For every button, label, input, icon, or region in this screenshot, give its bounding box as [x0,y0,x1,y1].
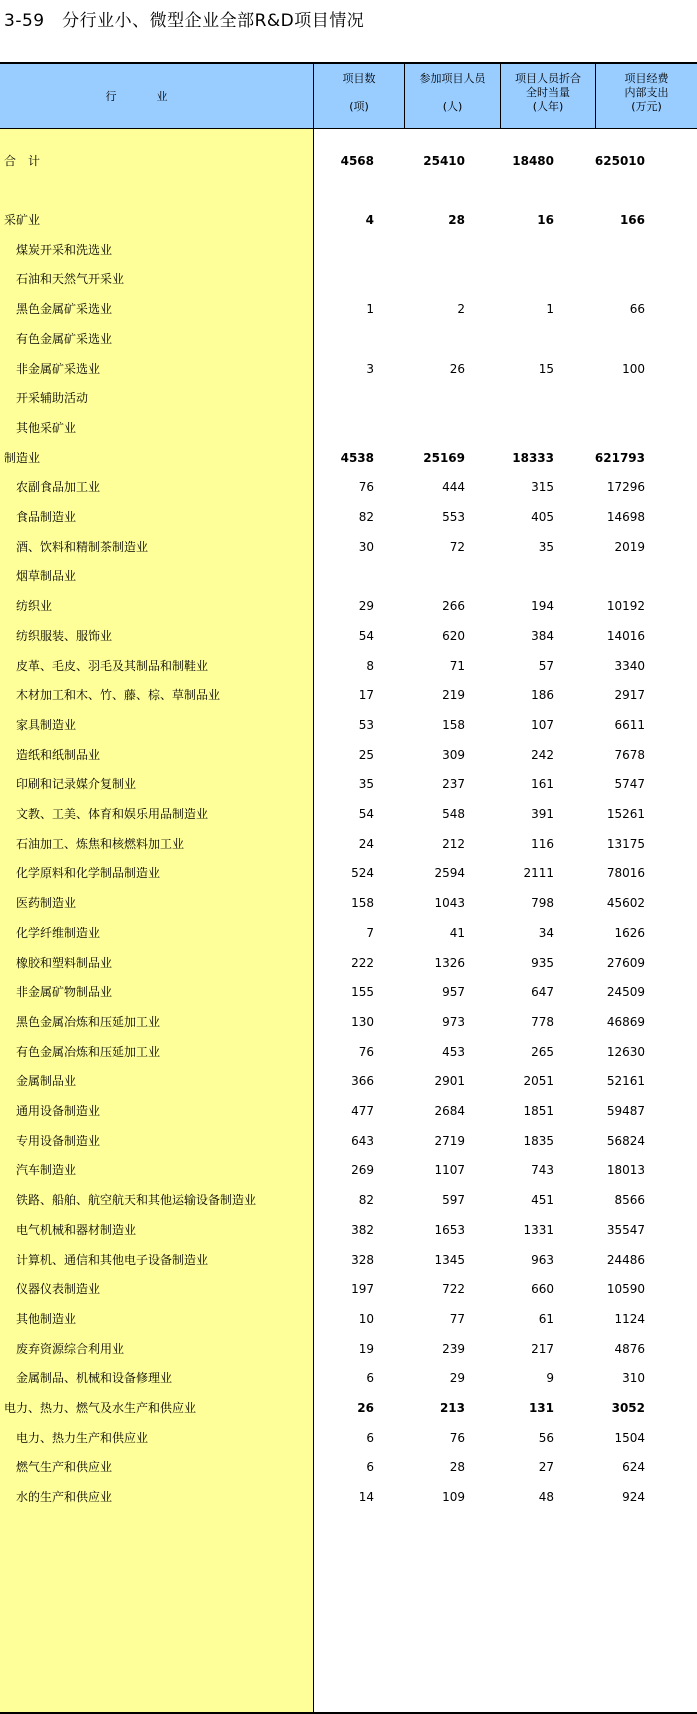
industry-name: 木材加工和木、竹、藤、棕、草制品业 [16,688,221,703]
participants-cell: 1326 [434,955,465,970]
industry-name: 文教、工美、体育和娱乐用品制造业 [16,807,209,821]
fte-cell: 743 [531,1163,554,1178]
participants-cell: 266 [442,599,465,614]
fte-cell: 61 [538,1311,554,1326]
industry-name: 电气机械和器材制造业 [16,1222,137,1237]
fte-cell: 116 [531,836,554,851]
table-row [0,1160,697,1180]
participants-cell: 973 [442,1014,465,1029]
table-row [0,269,697,289]
header-unit: (万元) [631,100,662,113]
table-row [0,1368,697,1388]
table-row [0,1339,697,1359]
participants-cell: 1345 [434,1252,465,1267]
participants-cell: 2719 [434,1133,465,1148]
header-expenditure [596,64,697,128]
table-row [0,210,697,230]
industry-name: 石油和天然气开采业 [16,272,125,287]
project-count-cell: 82 [358,510,374,524]
expenditure-cell: 924 [622,1490,645,1505]
header-fte [501,64,596,128]
table-row [0,923,697,943]
project-count-cell: 1 [366,302,374,317]
expenditure-cell: 100 [622,361,645,376]
project-count-cell: 29 [358,599,374,614]
fte-cell: 27 [538,1460,554,1475]
table-row [0,240,697,260]
project-count-cell: 524 [351,866,374,881]
header-label-2: 全时当量 [526,86,570,99]
header-label: 项目数 [342,72,376,85]
header-industry: 行业 [0,64,314,128]
fte-cell: 798 [531,896,554,911]
participants-cell: 2684 [434,1104,465,1118]
expenditure-cell: 3052 [611,1401,645,1415]
header-unit: (人) [442,100,463,113]
industry-name: 纺织服装、服饰业 [16,628,113,643]
fte-cell: 1 [546,302,554,317]
header-unit: (项) [349,100,369,113]
header-project-count [314,64,405,128]
table-row [0,596,697,616]
table-row [0,359,697,379]
participants-cell: 212 [442,836,465,851]
participants-cell: 71 [449,658,465,673]
table-row [0,1309,697,1329]
industry-name: 专用设备制造业 [16,1133,101,1148]
table-row [0,1101,697,1121]
table-row [0,1071,697,1091]
participants-cell: 597 [442,1193,465,1208]
table-row [0,1279,697,1299]
expenditure-cell: 17296 [606,480,645,495]
fte-cell: 384 [531,628,554,643]
participants-cell: 158 [442,717,465,732]
expenditure-cell: 8566 [614,1193,645,1208]
table-row [0,982,697,1002]
fte-cell: 265 [531,1044,554,1059]
expenditure-cell: 310 [622,1371,645,1386]
project-count-cell: 328 [351,1252,374,1267]
table-row [0,863,697,883]
participants-cell: 109 [442,1490,465,1505]
fte-cell: 963 [531,1252,554,1267]
table-row [0,745,697,765]
project-count-cell: 7 [366,925,374,940]
expenditure-cell: 78016 [606,866,645,881]
participants-cell: 28 [449,1460,465,1475]
expenditure-cell: 1124 [614,1311,645,1326]
expenditure-cell: 3340 [614,658,645,673]
fte-cell: 18333 [512,450,554,465]
table-row [0,418,697,438]
project-count-cell: 24 [358,836,374,851]
industry-name: 制造业 [4,450,41,465]
header-label: 参加项目人员 [419,72,486,85]
project-count-cell: 54 [358,628,374,643]
industry-name: 医药制造业 [16,896,77,911]
table-row [0,507,697,527]
fte-cell: 48 [538,1490,554,1505]
table-row [0,1190,697,1210]
industry-name: 烟草制品业 [16,569,77,584]
expenditure-cell: 14016 [606,628,645,643]
fte-cell: 9 [546,1371,554,1386]
industry-name: 食品制造业 [16,510,77,524]
fte-cell: 34 [538,925,554,940]
industry-name: 印刷和记录媒介复制业 [16,777,137,792]
table-row [0,1250,697,1270]
expenditure-cell: 35547 [606,1222,645,1237]
project-count-cell: 130 [351,1014,374,1029]
expenditure-cell: 24509 [606,985,645,1000]
table-title: 3-59 分行业小、微型企业全部R&D项目情况 [4,11,365,31]
participants-cell: 957 [442,985,465,1000]
participants-cell: 77 [449,1311,465,1326]
industry-name: 皮革、毛皮、羽毛及其制品和制鞋业 [16,658,209,673]
expenditure-cell: 24486 [606,1252,645,1267]
industry-name: 合 计 [4,154,41,168]
expenditure-cell: 15261 [606,807,645,821]
header-label: 项目人员折合 [515,72,581,85]
table-row [0,1398,697,1418]
project-count-cell: 3 [366,361,374,376]
expenditure-cell: 12630 [606,1044,645,1059]
industry-name: 有色金属冶炼和压延加工业 [16,1044,161,1059]
expenditure-cell: 166 [619,213,645,227]
fte-cell: 1331 [523,1222,554,1237]
project-count-cell: 6 [366,1430,374,1445]
industry-name: 计算机、通信和其他电子设备制造业 [16,1252,209,1267]
participants-cell: 444 [442,480,465,495]
participants-cell: 237 [442,777,465,792]
industry-name: 非金属矿采选业 [16,361,101,376]
industry-name: 废弃资源综合利用业 [16,1341,125,1356]
fte-cell: 935 [531,955,554,970]
expenditure-cell: 1626 [614,925,645,940]
participants-cell: 722 [442,1282,465,1297]
project-count-cell: 30 [358,539,374,554]
expenditure-cell: 59487 [606,1104,645,1118]
table-row [0,329,697,349]
expenditure-cell: 625010 [594,154,645,168]
fte-cell: 1851 [523,1104,554,1118]
expenditure-cell: 13175 [606,836,645,851]
industry-name: 农副食品加工业 [16,480,101,495]
industry-name: 金属制品业 [16,1074,77,1089]
table-row [0,893,697,913]
participants-cell: 1653 [434,1222,465,1237]
industry-name: 其他制造业 [16,1311,77,1326]
table-header [0,62,697,129]
fte-cell: 405 [531,510,554,524]
project-count-cell: 53 [358,717,374,732]
industry-name: 铁路、船舶、航空航天和其他运输设备制造业 [16,1193,257,1208]
participants-cell: 239 [442,1341,465,1356]
participants-cell: 76 [449,1430,465,1445]
table-row [0,715,697,735]
table-row [0,774,697,794]
participants-cell: 25169 [423,450,465,465]
fte-cell: 2051 [523,1074,554,1089]
project-count-cell: 26 [357,1401,374,1415]
fte-cell: 161 [531,777,554,792]
expenditure-cell: 46869 [606,1014,645,1029]
fte-cell: 56 [538,1430,554,1445]
expenditure-cell: 7678 [614,747,645,762]
participants-cell: 1043 [434,896,465,911]
participants-cell: 453 [442,1044,465,1059]
fte-cell: 107 [531,717,554,732]
project-count-cell: 269 [351,1163,374,1178]
table-row [0,566,697,586]
project-count-cell: 17 [358,688,374,703]
expenditure-cell: 14698 [606,510,645,524]
table-row [0,1042,697,1062]
project-count-cell: 10 [358,1311,374,1326]
industry-name: 电力、热力生产和供应业 [16,1430,149,1445]
table-row [0,299,697,319]
industry-name: 通用设备制造业 [16,1104,101,1118]
project-count-cell: 14 [358,1490,374,1505]
header-label: 项目经费 [624,72,669,85]
expenditure-cell: 624 [622,1460,645,1475]
fte-cell: 57 [538,658,554,673]
industry-name: 橡胶和塑料制品业 [16,955,113,970]
participants-cell: 26 [449,361,465,376]
project-count-cell: 76 [358,1044,374,1059]
project-count-cell: 4568 [340,154,374,168]
industry-name: 其他采矿业 [16,420,77,435]
project-count-cell: 76 [358,480,374,495]
industry-name: 水的生产和供应业 [16,1490,113,1505]
table-row [0,1428,697,1448]
project-count-cell: 82 [358,1193,374,1208]
industry-name: 造纸和纸制品业 [16,747,101,762]
expenditure-cell: 10590 [606,1282,645,1297]
expenditure-cell: 1504 [614,1430,645,1445]
table-row [0,656,697,676]
participants-cell: 72 [449,539,465,554]
fte-cell: 451 [531,1193,554,1208]
table-row [0,1457,697,1477]
project-count-cell: 19 [358,1341,374,1356]
project-count-cell: 8 [366,658,374,673]
fte-cell: 217 [531,1341,554,1356]
table-row [0,537,697,557]
table-row [0,477,697,497]
industry-name: 有色金属矿采选业 [16,331,113,346]
fte-cell: 647 [531,985,554,1000]
expenditure-cell: 56824 [606,1133,645,1148]
fte-cell: 660 [531,1282,554,1297]
participants-cell: 213 [439,1401,465,1415]
project-count-cell: 197 [351,1282,374,1297]
table-row [0,804,697,824]
industry-name: 黑色金属冶炼和压延加工业 [16,1014,161,1029]
industry-name: 煤炭开采和洗选业 [16,242,113,257]
industry-name: 纺织业 [16,599,53,614]
table-row [0,448,697,468]
industry-name: 非金属矿物制品业 [16,985,113,1000]
fte-cell: 242 [531,747,554,762]
project-count-cell: 25 [358,747,374,762]
header-participants [405,64,501,128]
participants-cell: 309 [442,747,465,762]
header-label-2: 内部支出 [624,86,669,99]
table-row [0,1487,697,1507]
participants-cell: 2901 [434,1074,465,1089]
table-row [0,953,697,973]
expenditure-cell: 52161 [606,1074,645,1089]
expenditure-cell: 10192 [606,599,645,614]
participants-cell: 28 [448,213,465,227]
industry-name: 开采辅助活动 [16,391,89,406]
project-count-cell: 477 [351,1104,374,1118]
participants-cell: 553 [442,510,465,524]
table-row [0,685,697,705]
participants-cell: 25410 [423,154,465,168]
table-row [0,1131,697,1151]
expenditure-cell: 2917 [614,688,645,703]
industry-name: 燃气生产和供应业 [16,1460,113,1475]
fte-cell: 2111 [523,866,554,881]
project-count-cell: 643 [351,1133,374,1148]
industry-name: 化学纤维制造业 [16,925,101,940]
fte-cell: 391 [531,807,554,821]
participants-cell: 2 [457,302,465,317]
participants-cell: 29 [449,1371,465,1386]
expenditure-cell: 2019 [614,539,645,554]
fte-cell: 18480 [512,154,554,168]
expenditure-cell: 18013 [606,1163,645,1178]
expenditure-cell: 45602 [606,896,645,911]
fte-cell: 1835 [523,1133,554,1148]
project-count-cell: 155 [351,985,374,1000]
project-count-cell: 35 [358,777,374,792]
table-body [0,129,697,1714]
industry-name: 石油加工、炼焦和核燃料加工业 [16,836,185,851]
expenditure-cell: 6611 [614,717,645,732]
project-count-cell: 6 [366,1460,374,1475]
project-count-cell: 4538 [340,450,374,465]
project-count-cell: 6 [366,1371,374,1386]
participants-cell: 620 [442,628,465,643]
project-count-cell: 54 [358,807,374,821]
expenditure-cell: 27609 [606,955,645,970]
industry-name: 化学原料和化学制品制造业 [16,866,161,881]
fte-cell: 778 [531,1014,554,1029]
table-row [0,1220,697,1240]
expenditure-cell: 5747 [614,777,645,792]
project-count-cell: 222 [351,955,374,970]
industry-name: 电力、热力、燃气及水生产和供应业 [4,1401,197,1415]
industry-name: 仪器仪表制造业 [16,1282,101,1297]
table-row [0,626,697,646]
data-table [0,62,697,1714]
participants-cell: 1107 [434,1163,465,1178]
project-count-cell: 366 [351,1074,374,1089]
fte-cell: 35 [538,539,554,554]
header-unit: (人年) [532,100,564,113]
participants-cell: 548 [442,807,465,821]
fte-cell: 16 [537,213,554,227]
expenditure-cell: 4876 [614,1341,645,1356]
fte-cell: 131 [528,1401,554,1415]
expenditure-cell: 621793 [594,450,645,465]
industry-name: 采矿业 [4,213,41,227]
industry-name: 汽车制造业 [16,1163,77,1178]
participants-cell: 2594 [434,866,465,881]
fte-cell: 315 [531,480,554,495]
industry-name: 家具制造业 [16,717,77,732]
project-count-cell: 158 [351,896,374,911]
industry-name: 金属制品、机械和设备修理业 [16,1371,173,1386]
project-count-cell: 4 [365,213,374,227]
table-row [0,834,697,854]
fte-cell: 15 [538,361,554,376]
participants-cell: 219 [442,688,465,703]
table-row [0,388,697,408]
industry-name: 黑色金属矿采选业 [16,302,113,317]
expenditure-cell: 66 [629,302,645,317]
industry-name: 酒、饮料和精制茶制造业 [16,539,149,554]
fte-cell: 194 [531,599,554,614]
project-count-cell: 382 [351,1222,374,1237]
table-row [0,151,697,171]
fte-cell: 186 [531,688,554,703]
participants-cell: 41 [449,925,465,940]
table-row [0,1012,697,1032]
